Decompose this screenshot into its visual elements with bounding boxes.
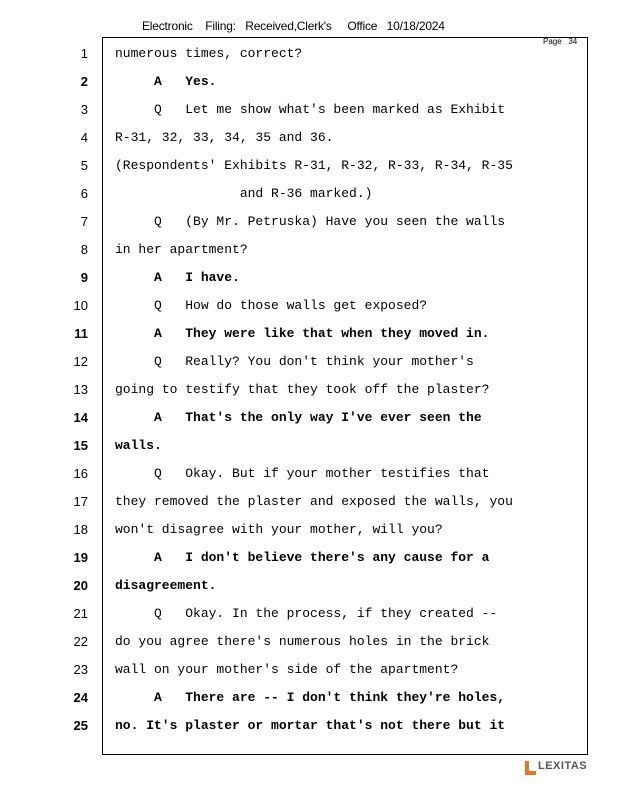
line-text: Q Really? You don't think your mother's: [115, 354, 474, 369]
line-text: Q Okay. But if your mother testifies that: [115, 466, 490, 481]
transcript-line: [0, 96, 600, 124]
line-number: 21: [73, 606, 88, 621]
transcript-line: [0, 628, 600, 656]
line-text: wall on your mother's side of the apartment?: [115, 662, 459, 677]
line-number: 9: [80, 270, 88, 285]
line-number: 6: [80, 186, 88, 201]
line-number: 5: [80, 158, 88, 173]
line-number: 2: [80, 74, 88, 89]
line-text: R-31, 32, 33, 34, 35 and 36.: [115, 130, 334, 145]
lexitas-logo: [524, 758, 590, 778]
transcript-line: [0, 320, 600, 348]
line-number: 11: [74, 326, 88, 341]
line-number: 7: [80, 214, 88, 229]
transcript-line: [0, 572, 600, 600]
line-text: no. It's plaster or mortar that's not there but it: [115, 718, 506, 733]
lexitas-logo-icon: [524, 760, 538, 776]
transcript-line: [0, 348, 600, 376]
line-number: 3: [80, 102, 88, 117]
line-text: going to testify that they took off the plaster?: [115, 382, 490, 397]
line-text: Q Let me show what's been marked as Exhibit: [115, 102, 506, 117]
line-text: in her apartment?: [115, 242, 248, 257]
line-text: A That's the only way I've ever seen the: [115, 410, 482, 425]
transcript-line: [0, 208, 600, 236]
line-number: 1: [80, 46, 88, 61]
line-text: A I have.: [115, 270, 240, 285]
line-text: (Respondents' Exhibits R-31, R-32, R-33, R-34, R-35: [115, 158, 513, 173]
line-text: they removed the plaster and exposed the walls, you: [115, 494, 513, 509]
line-number: 22: [73, 634, 88, 649]
filing-header: Electronic Filing: Received,Clerk's Office 10/18/2024: [142, 19, 445, 33]
transcript-line: [0, 600, 600, 628]
transcript-line: [0, 124, 600, 152]
transcript-line: [0, 432, 600, 460]
line-number: 19: [73, 550, 88, 565]
transcript-line: [0, 404, 600, 432]
transcript-line: [0, 152, 600, 180]
logo-text: LEXITAS: [538, 760, 588, 772]
transcript-line: [0, 684, 600, 712]
line-text: Q (By Mr. Petruska) Have you seen the walls: [115, 214, 506, 229]
line-text: A There are -- I don't think they're holes,: [115, 690, 506, 705]
line-text: do you agree there's numerous holes in the brick: [115, 634, 490, 649]
transcript-line: [0, 40, 600, 68]
line-number: 15: [73, 438, 88, 453]
line-number: 23: [73, 662, 88, 677]
line-number: 8: [80, 242, 88, 257]
line-number: 18: [73, 522, 88, 537]
transcript-line: [0, 488, 600, 516]
line-number: 20: [73, 578, 88, 593]
page-number: Page 34: [543, 37, 578, 46]
transcript-line: [0, 264, 600, 292]
transcript-line: [0, 68, 600, 96]
transcript-line: [0, 180, 600, 208]
line-text: Q Okay. In the process, if they created --: [115, 606, 498, 621]
line-text: Q How do those walls get exposed?: [115, 298, 428, 313]
line-number: 25: [73, 718, 88, 733]
transcript-line: [0, 712, 600, 740]
line-number: 16: [73, 466, 88, 481]
line-number: 10: [73, 298, 88, 313]
transcript-line: [0, 236, 600, 264]
line-number: 4: [80, 130, 88, 145]
transcript-line: [0, 460, 600, 488]
line-text: A Yes.: [115, 74, 217, 89]
line-number: 12: [73, 354, 88, 369]
transcript-line: [0, 544, 600, 572]
line-text: A I don't believe there's any cause for a: [115, 550, 490, 565]
line-text: walls.: [115, 438, 162, 453]
transcript-line: [0, 376, 600, 404]
transcript-line: [0, 516, 600, 544]
line-text: and R-36 marked.): [115, 186, 373, 201]
line-number: 17: [73, 494, 88, 509]
line-text: A They were like that when they moved in.: [115, 326, 490, 341]
line-text: disagreement.: [115, 578, 217, 593]
line-number: 14: [73, 410, 88, 425]
transcript-line: [0, 292, 600, 320]
transcript-line: [0, 656, 600, 684]
line-text: numerous times, correct?: [115, 46, 303, 61]
line-number: 13: [73, 382, 88, 397]
line-text: won't disagree with your mother, will you?: [115, 522, 443, 537]
line-number: 24: [73, 690, 88, 705]
